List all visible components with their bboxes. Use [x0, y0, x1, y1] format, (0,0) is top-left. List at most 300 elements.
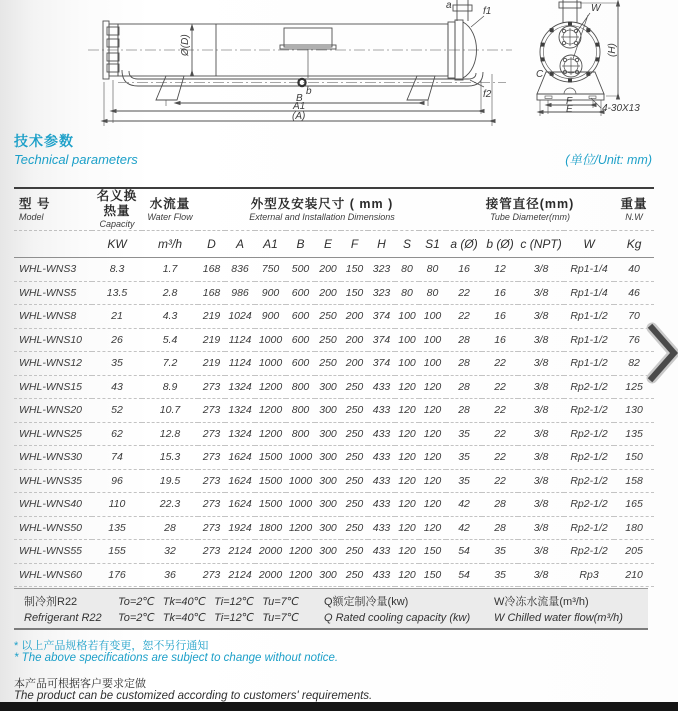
value-cell: 22 — [482, 422, 518, 446]
table-body — [14, 258, 654, 587]
table-row — [14, 328, 654, 352]
spec-table — [14, 187, 654, 587]
value-cell: 40 — [614, 258, 654, 282]
value-cell: 19.5 — [142, 469, 198, 493]
value-cell: 800 — [286, 399, 315, 423]
value-cell: 200 — [315, 258, 341, 282]
model-cell: WHL-WNS10 — [14, 328, 92, 352]
value-cell: 16 — [482, 305, 518, 329]
unit-cell: H — [368, 231, 395, 258]
value-cell: Rp1-1/2 — [564, 305, 614, 329]
value-cell: 62 — [92, 422, 142, 446]
table-row — [14, 516, 654, 540]
value-cell: 1624 — [225, 493, 255, 517]
value-cell: 433 — [368, 375, 395, 399]
value-cell: 2124 — [225, 540, 255, 564]
value-cell: 300 — [315, 540, 341, 564]
value-cell: 3/8 — [518, 281, 564, 305]
value-cell: 1200 — [255, 422, 286, 446]
value-cell: 250 — [341, 399, 368, 423]
label-a: a — [446, 0, 452, 11]
value-cell: 16 — [482, 328, 518, 352]
value-cell: 76 — [614, 328, 654, 352]
value-cell: 500 — [286, 258, 315, 282]
value-cell: 35 — [92, 352, 142, 376]
model-cell: WHL-WNS3 — [14, 258, 92, 282]
value-cell: 54 — [446, 540, 482, 564]
unit-cell: A1 — [255, 231, 286, 258]
table-group-header — [14, 188, 654, 231]
value-cell: Rp2-1/2 — [564, 446, 614, 470]
model-cell: WHL-WNS55 — [14, 540, 92, 564]
value-cell: 1200 — [286, 516, 315, 540]
section-title-zh: 技术参数 — [14, 133, 74, 149]
value-cell: 13.5 — [92, 281, 142, 305]
value-cell: 250 — [341, 563, 368, 587]
value-cell: 219 — [198, 352, 225, 376]
value-cell: 150 — [341, 258, 368, 282]
col-capacity — [92, 188, 142, 231]
value-cell: 12 — [482, 258, 518, 282]
value-cell: 135 — [614, 422, 654, 446]
value-cell: 250 — [341, 446, 368, 470]
value-cell: 7.2 — [142, 352, 198, 376]
value-cell: 16 — [482, 281, 518, 305]
value-cell: 273 — [198, 469, 225, 493]
value-cell: 16 — [446, 258, 482, 282]
value-cell: 22 — [446, 281, 482, 305]
refrigerant-label-en: Refrigerant R22 — [24, 612, 102, 625]
value-cell: 3/8 — [518, 446, 564, 470]
value-cell: 300 — [315, 469, 341, 493]
value-cell: 300 — [315, 399, 341, 423]
label-e: E — [566, 104, 573, 115]
value-cell: 273 — [198, 540, 225, 564]
value-cell: 100 — [395, 305, 419, 329]
value-cell: 74 — [92, 446, 142, 470]
value-cell: 1200 — [286, 563, 315, 587]
value-cell: 1324 — [225, 399, 255, 423]
section-title — [14, 131, 138, 167]
note-change-zh: * 以上产品规格若有变更，恕不另行通知 — [14, 640, 209, 652]
value-cell: 1024 — [225, 305, 255, 329]
value-cell: 22 — [482, 352, 518, 376]
value-cell: 1.7 — [142, 258, 198, 282]
model-cell: WHL-WNS8 — [14, 305, 92, 329]
label-bolt-note: 4-30X13 — [602, 103, 640, 114]
value-cell: 130 — [614, 399, 654, 423]
value-cell: Rp2-1/2 — [564, 493, 614, 517]
value-cell: 120 — [395, 516, 419, 540]
unit-cell: Kg — [614, 231, 654, 258]
value-cell: 8.3 — [92, 258, 142, 282]
model-cell: WHL-WNS12 — [14, 352, 92, 376]
value-cell: 250 — [341, 540, 368, 564]
refrigerant-legend — [14, 588, 648, 630]
value-cell: 1124 — [225, 328, 255, 352]
unit-cell: m³/h — [142, 231, 198, 258]
label-dim-a1: A1 — [293, 101, 306, 112]
label-f1: f1 — [483, 6, 492, 17]
value-cell: 120 — [419, 375, 446, 399]
value-cell: 43 — [92, 375, 142, 399]
unit-cell-empty — [14, 231, 92, 258]
value-cell: 100 — [419, 305, 446, 329]
value-cell: 433 — [368, 399, 395, 423]
value-cell: Rp2-1/2 — [564, 399, 614, 423]
label-w: W — [591, 3, 601, 14]
table-row — [14, 258, 654, 282]
value-cell: 250 — [341, 469, 368, 493]
refrigerant-row-en — [24, 611, 648, 626]
value-cell: 28 — [482, 516, 518, 540]
value-cell: 12.8 — [142, 422, 198, 446]
label-b: b — [306, 86, 312, 97]
label-dim-a: (A) — [292, 111, 306, 122]
value-cell: 323 — [368, 281, 395, 305]
value-cell: 1500 — [255, 469, 286, 493]
value-cell: 200 — [341, 305, 368, 329]
value-cell: Rp2-1/2 — [564, 375, 614, 399]
value-cell: 433 — [368, 493, 395, 517]
value-cell: 8.9 — [142, 375, 198, 399]
col-weight-en: N.W — [625, 211, 643, 222]
value-cell: 165 — [614, 493, 654, 517]
value-cell: 205 — [614, 540, 654, 564]
table-row — [14, 540, 654, 564]
unit-cell: S1 — [419, 231, 446, 258]
value-cell: 150 — [419, 540, 446, 564]
value-cell: 800 — [286, 375, 315, 399]
model-cell: WHL-WNS25 — [14, 422, 92, 446]
value-cell: 150 — [341, 281, 368, 305]
value-cell: 600 — [286, 352, 315, 376]
col-capacity-zh: 名义换热量 — [96, 189, 138, 218]
value-cell: 300 — [315, 516, 341, 540]
col-water-flow-zh: 水流量 — [149, 196, 191, 211]
col-weight-zh: 重量 — [620, 196, 648, 211]
value-cell: 1800 — [255, 516, 286, 540]
unit-cell: W — [564, 231, 614, 258]
value-cell: 158 — [614, 469, 654, 493]
page-bottom-bar — [0, 702, 678, 711]
value-cell: 22 — [482, 399, 518, 423]
value-cell: 180 — [614, 516, 654, 540]
unit-note: (单位/Unit: mm) — [565, 153, 652, 167]
value-cell: 300 — [315, 422, 341, 446]
label-dim-b: B — [296, 93, 303, 104]
value-cell: 96 — [92, 469, 142, 493]
value-cell: 120 — [419, 422, 446, 446]
value-cell: 836 — [225, 258, 255, 282]
value-cell: 28 — [446, 375, 482, 399]
value-cell: 600 — [286, 305, 315, 329]
value-cell: 120 — [419, 399, 446, 423]
col-model — [14, 188, 92, 231]
value-cell: 300 — [315, 446, 341, 470]
value-cell: 1200 — [255, 375, 286, 399]
table-row — [14, 422, 654, 446]
value-cell: 22 — [482, 375, 518, 399]
value-cell: 1624 — [225, 469, 255, 493]
value-cell: 3/8 — [518, 540, 564, 564]
value-cell: 4.3 — [142, 305, 198, 329]
value-cell: 36 — [142, 563, 198, 587]
value-cell: 219 — [198, 305, 225, 329]
value-cell: 2124 — [225, 563, 255, 587]
model-cell: WHL-WNS50 — [14, 516, 92, 540]
value-cell: 22 — [446, 305, 482, 329]
value-cell: Rp1-1/4 — [564, 281, 614, 305]
model-cell: WHL-WNS35 — [14, 469, 92, 493]
value-cell: 120 — [395, 540, 419, 564]
value-cell: 120 — [419, 469, 446, 493]
value-cell: 22 — [482, 469, 518, 493]
model-cell: WHL-WNS20 — [14, 399, 92, 423]
value-cell: 210 — [614, 563, 654, 587]
value-cell: 1000 — [286, 493, 315, 517]
value-cell: 3/8 — [518, 375, 564, 399]
note-change-en: * The above specifications are subject to change without notice. — [14, 652, 339, 664]
water-flow-legend-en: W Chilled water flow(m³/h) — [494, 612, 623, 625]
unit-cell: E — [315, 231, 341, 258]
value-cell: 273 — [198, 422, 225, 446]
value-cell: 200 — [315, 281, 341, 305]
value-cell: 3/8 — [518, 422, 564, 446]
value-cell: 219 — [198, 328, 225, 352]
value-cell: 3/8 — [518, 328, 564, 352]
refrigerant-conditions-en: To=2℃ Tk=40℃ Ti=12℃ Tu=7℃ — [118, 612, 300, 625]
label-diameter: Ø(D) — [180, 34, 191, 56]
table-row — [14, 563, 654, 587]
unit-cell: b (Ø) — [482, 231, 518, 258]
value-cell: 35 — [446, 422, 482, 446]
value-cell: 1000 — [286, 469, 315, 493]
value-cell: 600 — [286, 328, 315, 352]
value-cell: 250 — [315, 352, 341, 376]
value-cell: 2000 — [255, 540, 286, 564]
value-cell: 100 — [419, 352, 446, 376]
note-custom-zh: 本产品可根据客户要求定做 — [14, 678, 146, 690]
value-cell: 100 — [419, 328, 446, 352]
col-tube — [446, 188, 614, 231]
value-cell: 300 — [315, 375, 341, 399]
value-cell: 52 — [92, 399, 142, 423]
value-cell: 1000 — [255, 328, 286, 352]
value-cell: 28 — [482, 493, 518, 517]
value-cell: 3/8 — [518, 469, 564, 493]
value-cell: 110 — [92, 493, 142, 517]
rated-capacity-legend-en: Q Rated cooling capacity (kw) — [324, 612, 471, 625]
value-cell: 22 — [482, 446, 518, 470]
value-cell: 100 — [395, 352, 419, 376]
unit-cell: c (NPT) — [518, 231, 564, 258]
value-cell: 250 — [341, 375, 368, 399]
model-cell: WHL-WNS60 — [14, 563, 92, 587]
value-cell: 300 — [315, 563, 341, 587]
value-cell: 273 — [198, 446, 225, 470]
value-cell: 28 — [446, 399, 482, 423]
label-h: (H) — [607, 43, 618, 57]
value-cell: 1624 — [225, 446, 255, 470]
technical-drawing — [0, 0, 678, 132]
value-cell: 28 — [142, 516, 198, 540]
value-cell: 80 — [395, 258, 419, 282]
refrigerant-label: 制冷剂R22 — [24, 595, 78, 608]
value-cell: 250 — [315, 305, 341, 329]
value-cell: 374 — [368, 352, 395, 376]
col-dimensions — [198, 188, 446, 231]
col-water-flow — [142, 188, 198, 231]
value-cell: 433 — [368, 469, 395, 493]
value-cell: Rp2-1/2 — [564, 516, 614, 540]
table-row — [14, 352, 654, 376]
label-f: F — [566, 96, 573, 107]
col-model-en: Model — [19, 211, 44, 222]
value-cell: 120 — [395, 493, 419, 517]
value-cell: 1124 — [225, 352, 255, 376]
rated-capacity-legend: Q额定制冷量(kw) — [324, 595, 409, 608]
value-cell: 150 — [419, 563, 446, 587]
value-cell: 120 — [395, 469, 419, 493]
value-cell: 433 — [368, 516, 395, 540]
model-cell: WHL-WNS15 — [14, 375, 92, 399]
value-cell: 200 — [341, 352, 368, 376]
value-cell: 273 — [198, 563, 225, 587]
value-cell: 120 — [395, 375, 419, 399]
value-cell: 120 — [395, 422, 419, 446]
value-cell: 10.7 — [142, 399, 198, 423]
value-cell: 120 — [395, 399, 419, 423]
value-cell: 42 — [446, 516, 482, 540]
value-cell: 250 — [315, 328, 341, 352]
value-cell: 46 — [614, 281, 654, 305]
value-cell: Rp2-1/2 — [564, 540, 614, 564]
value-cell: 374 — [368, 328, 395, 352]
value-cell: 22.3 — [142, 493, 198, 517]
value-cell: 273 — [198, 493, 225, 517]
value-cell: 80 — [419, 281, 446, 305]
unit-cell: S — [395, 231, 419, 258]
unit-cell: A — [225, 231, 255, 258]
value-cell: 120 — [419, 493, 446, 517]
value-cell: 1500 — [255, 446, 286, 470]
refrigerant-conditions: To=2℃ Tk=40℃ Ti=12℃ Tu=7℃ — [118, 595, 300, 608]
value-cell: 250 — [341, 422, 368, 446]
value-cell: 300 — [315, 493, 341, 517]
value-cell: 900 — [255, 281, 286, 305]
value-cell: 323 — [368, 258, 395, 282]
unit-cell: B — [286, 231, 315, 258]
value-cell: 168 — [198, 258, 225, 282]
value-cell: 2000 — [255, 563, 286, 587]
model-cell: WHL-WNS40 — [14, 493, 92, 517]
model-cell: WHL-WNS5 — [14, 281, 92, 305]
value-cell: 21 — [92, 305, 142, 329]
value-cell: Rp1-1/4 — [564, 258, 614, 282]
value-cell: 250 — [341, 516, 368, 540]
value-cell: Rp1-1/2 — [564, 352, 614, 376]
unit-cell: KW — [92, 231, 142, 258]
col-tube-zh: 接管直径(mm) — [485, 196, 575, 211]
table-row — [14, 281, 654, 305]
value-cell: 35 — [446, 446, 482, 470]
value-cell: 1000 — [255, 352, 286, 376]
value-cell: 800 — [286, 422, 315, 446]
value-cell: 986 — [225, 281, 255, 305]
col-capacity-en: Capacity — [99, 219, 135, 229]
value-cell: 176 — [92, 563, 142, 587]
unit-cell: F — [341, 231, 368, 258]
value-cell: 168 — [198, 281, 225, 305]
label-c: C — [536, 69, 544, 80]
value-cell: Rp1-1/2 — [564, 328, 614, 352]
value-cell: 3/8 — [518, 493, 564, 517]
value-cell: 900 — [255, 305, 286, 329]
value-cell: 15.3 — [142, 446, 198, 470]
value-cell: 433 — [368, 563, 395, 587]
value-cell: 100 — [395, 328, 419, 352]
value-cell: 3/8 — [518, 352, 564, 376]
value-cell: 600 — [286, 281, 315, 305]
table-units-row — [14, 231, 654, 258]
value-cell: 70 — [614, 305, 654, 329]
table-row — [14, 399, 654, 423]
value-cell: 150 — [614, 446, 654, 470]
refrigerant-row-zh — [24, 595, 648, 610]
label-f2: f2 — [483, 89, 492, 100]
value-cell: 200 — [341, 328, 368, 352]
value-cell: 54 — [446, 563, 482, 587]
value-cell: 3/8 — [518, 258, 564, 282]
table-row — [14, 305, 654, 329]
value-cell: 433 — [368, 446, 395, 470]
value-cell: 82 — [614, 352, 654, 376]
value-cell: 120 — [419, 516, 446, 540]
value-cell: 42 — [446, 493, 482, 517]
table-row — [14, 493, 654, 517]
value-cell: 273 — [198, 399, 225, 423]
value-cell: 1200 — [255, 399, 286, 423]
model-cell: WHL-WNS30 — [14, 446, 92, 470]
value-cell: 1200 — [286, 540, 315, 564]
table-row — [14, 446, 654, 470]
value-cell: 1324 — [225, 422, 255, 446]
table-row — [14, 469, 654, 493]
col-tube-en: Tube Diameter(mm) — [490, 211, 570, 222]
value-cell: 32 — [142, 540, 198, 564]
col-dimensions-en: External and Installation Dimensions — [249, 211, 395, 222]
value-cell: 3/8 — [518, 305, 564, 329]
value-cell: 80 — [395, 281, 419, 305]
note-custom-en: The product can be customized according to customers' requirements. — [14, 690, 373, 702]
value-cell: 120 — [419, 446, 446, 470]
unit-cell: a (Ø) — [446, 231, 482, 258]
value-cell: 250 — [341, 493, 368, 517]
value-cell: 433 — [368, 540, 395, 564]
value-cell: 750 — [255, 258, 286, 282]
next-page-arrow[interactable] — [644, 320, 678, 386]
value-cell: 1324 — [225, 375, 255, 399]
col-model-zh: 型 号 — [19, 196, 51, 211]
value-cell: 135 — [92, 516, 142, 540]
value-cell: 374 — [368, 305, 395, 329]
value-cell: 273 — [198, 516, 225, 540]
section-title-en: Technical parameters — [14, 152, 138, 167]
col-weight — [614, 188, 654, 231]
value-cell: 80 — [419, 258, 446, 282]
value-cell: 26 — [92, 328, 142, 352]
